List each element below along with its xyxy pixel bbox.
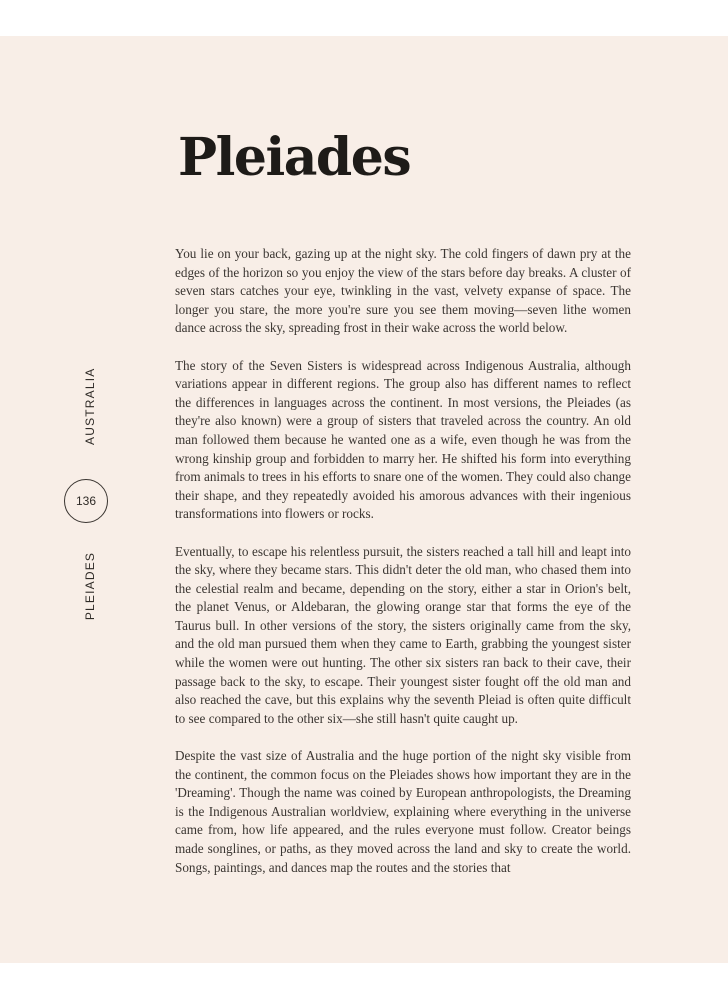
- paragraph-4: Despite the vast size of Australia and the huge portion of the night sky visible from the continent, the common focus on the Pleiades shows how important they are in the 'Dreaming'. Though the name was coined by European anthropologists, the Dreaming is the Indigenous Australian worldview, explaining where everything in the universe came from, how life appeared, and the rules everyone must follow. Creator beings made songlines, or paths, as they moved across the land and sky to create the world. Songs, paintings, and dances map the routes and the stories that: [175, 748, 631, 875]
- paragraph-2: The story of the Seven Sisters is widespread across Indigenous Australia, although variations appear in different regions. The group also has different names to reflect the differences in languages across the continent. In most versions, the Pleiades (as they're also known) were a group of sisters that traveled across the country. An old man followed them because he wanted one as a wife, even though he was from the wrong kinship group and forbidden to marry her. He shifted his form into everything from animals to trees in his efforts to snare one of the women. They could also change their shape, and they repeatedly avoided his amorous advances with their ingenious transformations into flowers or rocks.: [175, 357, 631, 522]
- paragraph-1: You lie on your back, gazing up at the night sky. The cold fingers of dawn pry at the edges of the horizon so you enjoy the view of the stars before day breaks. A cluster of seven stars catches your eye, twinkling in the vast, velvety expanse of space. The longer you stare, the more you're sure you see them moving—seven lithe women dance across the sky, spreading frost in their wake across the world below.: [175, 246, 631, 336]
- page-number-badge: 136: [64, 479, 108, 523]
- body-text: [175, 245, 631, 877]
- sidebar-chapter-label: PLEIADES: [83, 551, 97, 621]
- page-title: Pleiades: [178, 127, 411, 188]
- book-page: [0, 36, 728, 963]
- sidebar-country-label: AUSTRALIA: [83, 367, 97, 445]
- paragraph-3: Eventually, to escape his relentless pursuit, the sisters reached a tall hill and leapt into the sky, where they became stars. This didn't deter the old man, who chased them into the celestial realm and became, depending on the story, either a star in Orion's belt, the planet Venus, or Aldebaran, the glowing orange star that forms the eye of the Taurus bull. In other versions of the story, the sisters originally came from the sky, and the old man pursued them when they came to Earth, grabbing the youngest sister while the women were out hunting. The other six sisters ran back to their cave, their passage back to the sky, to escape. Their youngest sister fought off the old man and also reached the cave, but this explains why the seventh Pleiad is often quite difficult to see compared to the other six—she still hasn't quite caught up.: [175, 543, 631, 726]
